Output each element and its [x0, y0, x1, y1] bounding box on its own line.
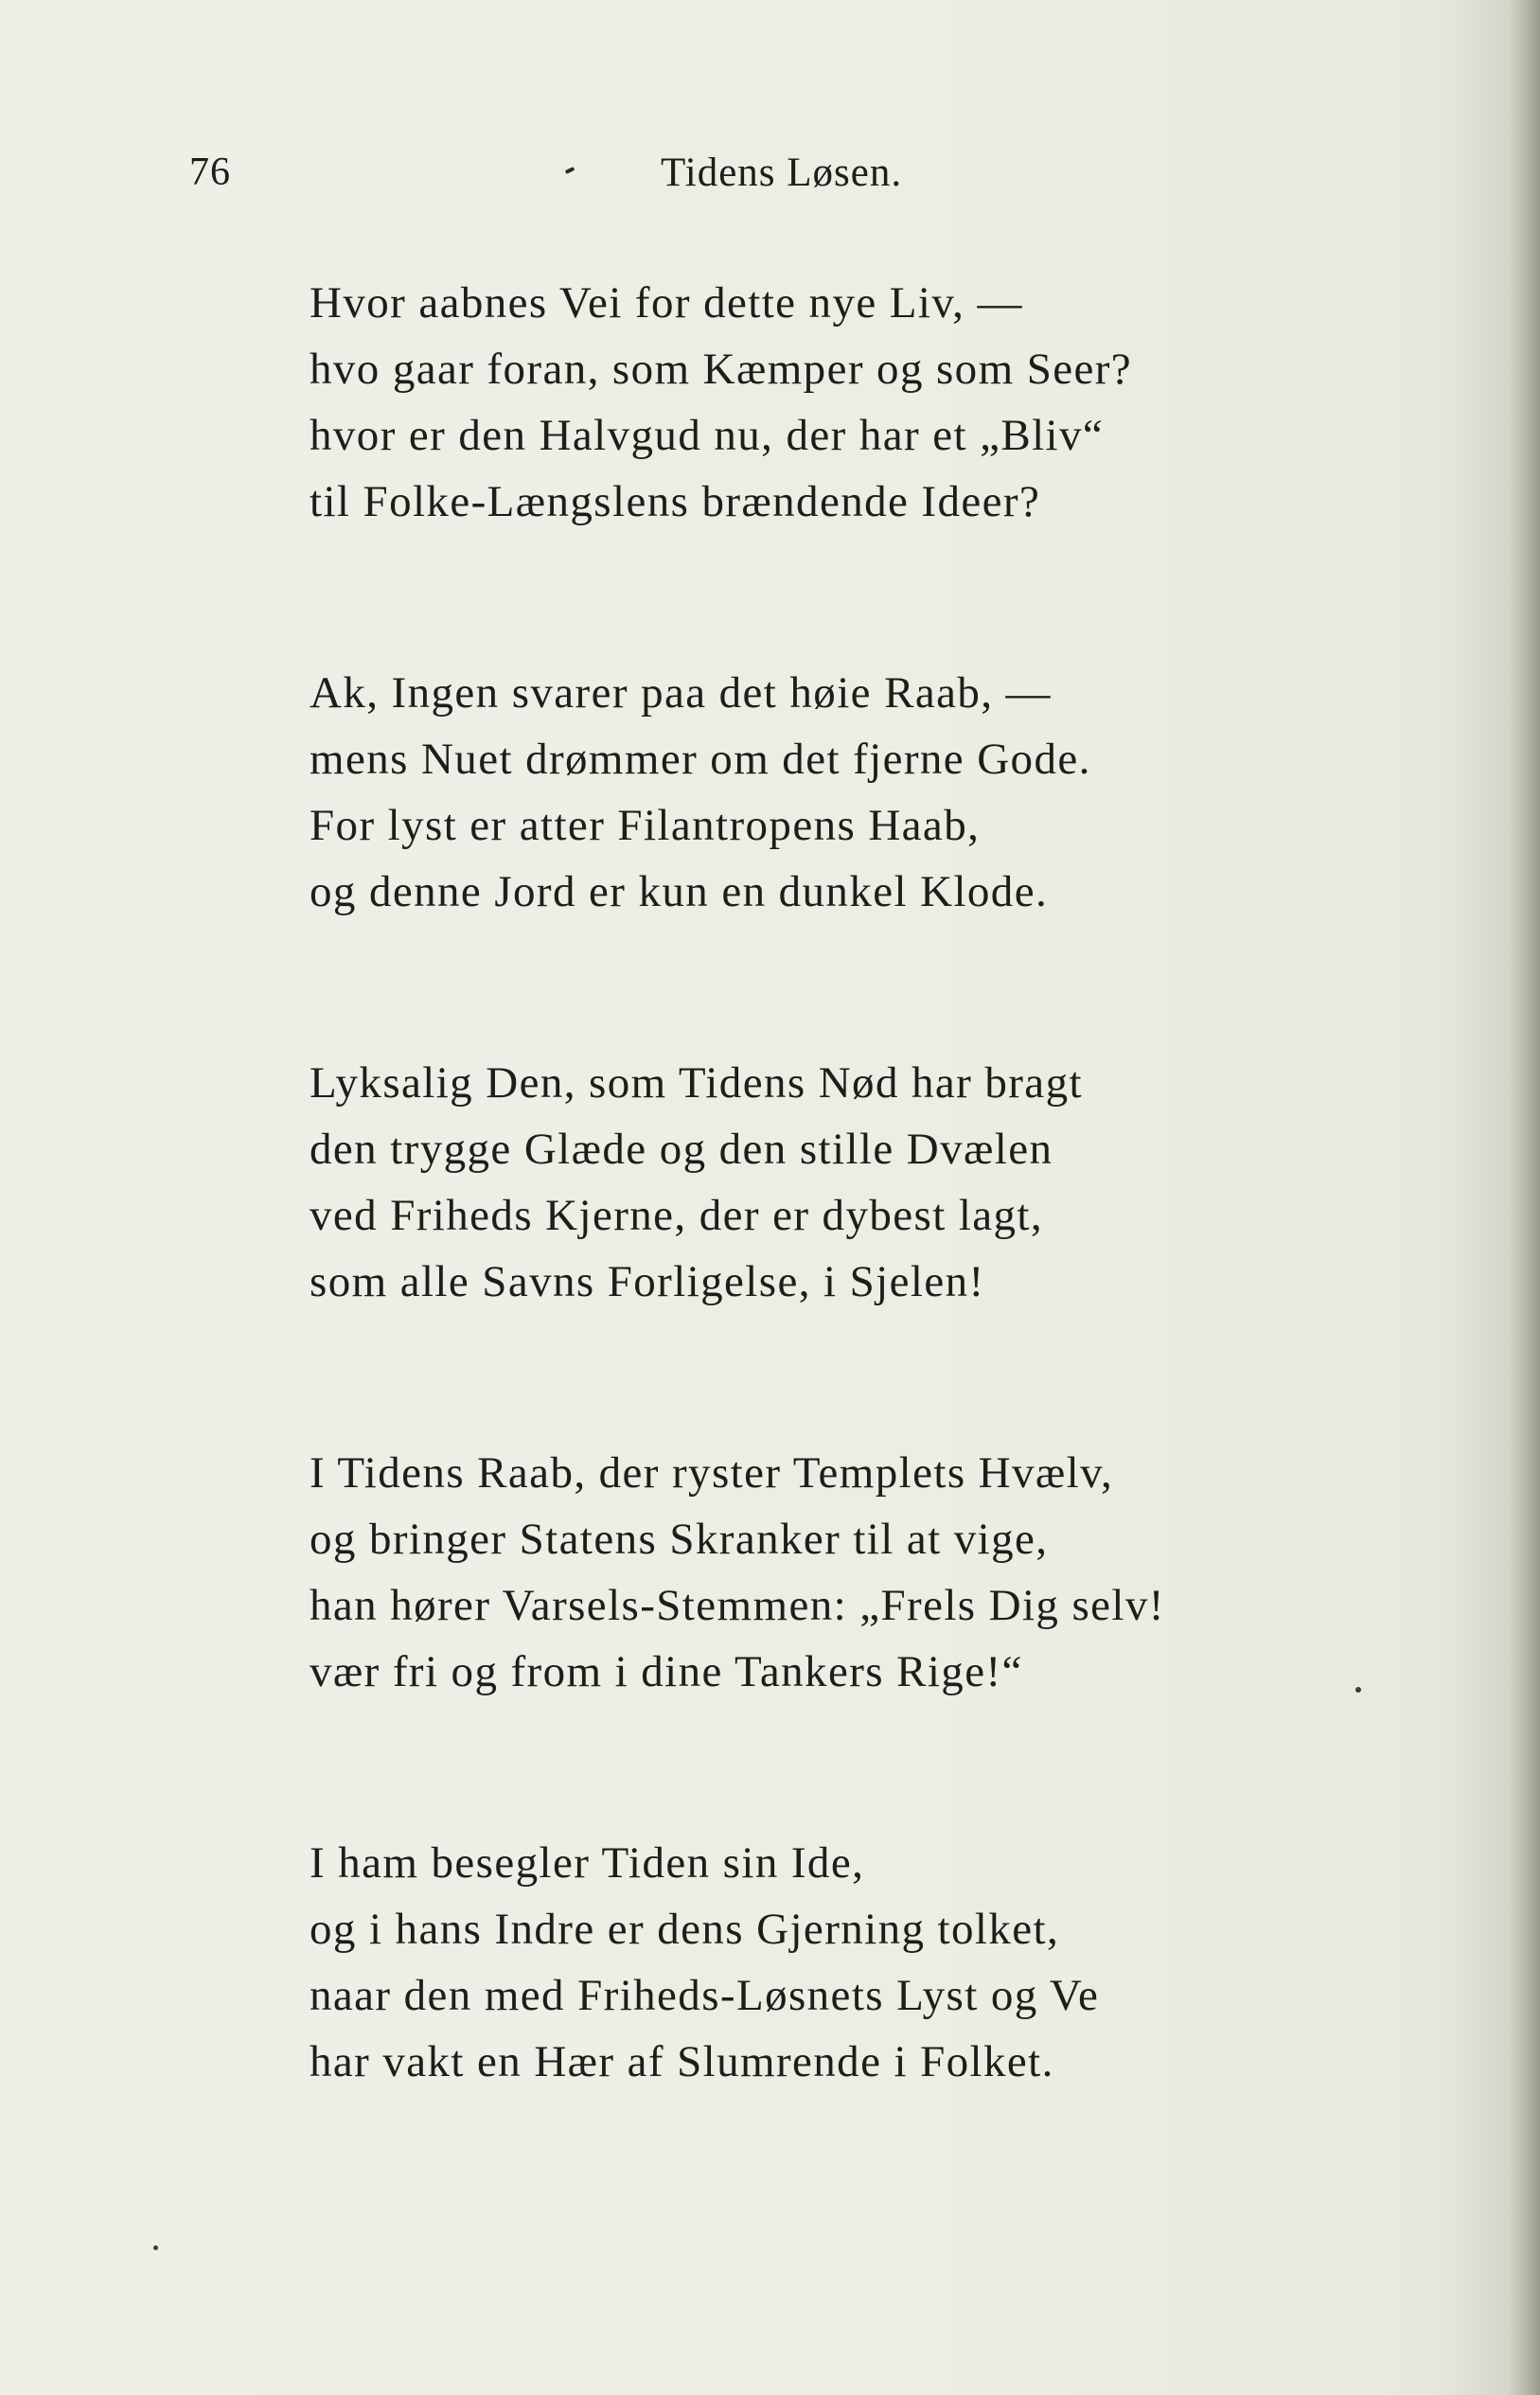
poem-line: den trygge Glæde og den stille Dvælen: [310, 1125, 1053, 1174]
poem-line: Lyksalig Den, som Tidens Nød har bragt: [310, 1058, 1083, 1108]
poem-line: har vakt en Hær af Slumrende i Folket.: [310, 2037, 1054, 2086]
poem-line: ved Friheds Kjerne, der er dybest lagt,: [310, 1191, 1044, 1240]
page-number: 76: [189, 151, 231, 194]
poem-line: vær fri og from i dine Tankers Rige!“: [310, 1647, 1023, 1696]
ink-mark: [565, 167, 575, 174]
stanza-3: [310, 1050, 1426, 1315]
poem-line: hvor er den Halvgud nu, der har et „Bliv“: [310, 411, 1105, 460]
poem-line: naar den med Friheds-Løsnets Lyst og Ve: [310, 1971, 1100, 2020]
page-edge-shadow: [1508, 0, 1540, 2395]
ink-speck: [153, 2245, 158, 2250]
poem-line: som alle Savns Forligelse, i Sjelen!: [310, 1257, 985, 1306]
ink-speck: [1355, 1687, 1361, 1693]
stanza-4: [310, 1440, 1426, 1705]
poem-line: I Tidens Raab, der ryster Templets Hvælv,: [310, 1448, 1114, 1498]
poem-line: og denne Jord er kun en dunkel Klode.: [310, 867, 1049, 916]
poem-line: hvo gaar foran, som Kæmper og som Seer?: [310, 345, 1133, 394]
poem-line: og i hans Indre er dens Gjerning tolket,: [310, 1905, 1060, 1954]
poem: [310, 270, 1426, 2220]
poem-line: til Folke-Længslens brændende Ideer?: [310, 477, 1041, 526]
poem-line: For lyst er atter Filantropens Haab,: [310, 801, 981, 850]
stanza-1: [310, 270, 1426, 535]
poem-line: og bringer Statens Skranker til at vige,: [310, 1515, 1049, 1564]
stanza-2: [310, 660, 1426, 925]
running-title: Tidens Løsen.: [661, 151, 903, 195]
poem-line: I ham besegler Tiden sin Ide,: [310, 1838, 865, 1888]
poem-line: mens Nuet drømmer om det fjerne Gode.: [310, 735, 1091, 784]
stanza-5: [310, 1830, 1426, 2095]
page-header: [0, 150, 1540, 206]
poem-line: Hvor aabnes Vei for dette nye Liv, —: [310, 278, 1023, 328]
poem-line: Ak, Ingen svarer paa det høie Raab, —: [310, 668, 1052, 718]
poem-line: han hører Varsels-Stemmen: „Frels Dig selv!: [310, 1581, 1165, 1630]
